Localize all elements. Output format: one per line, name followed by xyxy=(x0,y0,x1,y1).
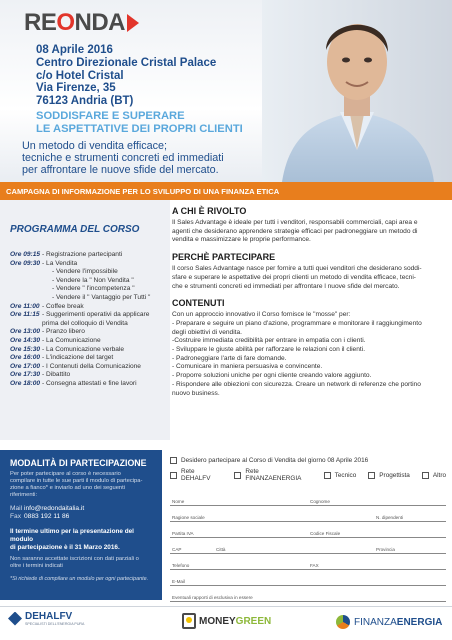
program-row xyxy=(10,354,170,363)
contenuti-title: CONTENUTI xyxy=(172,298,225,309)
dehalfv-subtitle: SPECIALISTI DELL'ENERGIA PURA xyxy=(25,622,85,626)
program-row xyxy=(10,311,170,320)
program-row xyxy=(10,371,170,380)
email-line[interactable] xyxy=(170,573,446,586)
sub-tagline-line3: per affrontare le nuove sfide del mercato. xyxy=(22,164,219,177)
program-time: Ore 18:00 xyxy=(10,379,41,387)
program-desc: - Vendere " l'incompetenza " xyxy=(52,285,135,293)
program-row xyxy=(10,285,170,294)
event-date: 08 Aprile 2016 xyxy=(36,44,113,56)
option-altro[interactable]: Altro xyxy=(422,472,446,479)
program-desc: - La Vendita xyxy=(42,259,78,267)
money-text: MONEY xyxy=(199,615,236,627)
program-panel xyxy=(0,200,170,440)
address-line[interactable] xyxy=(170,541,446,554)
program-time xyxy=(10,285,42,294)
event-venue: Centro Direzionale Cristal Palace xyxy=(36,56,217,69)
telefono-field[interactable]: Telefono xyxy=(172,563,190,568)
registration-form xyxy=(170,454,446,605)
program-row xyxy=(10,337,170,346)
program-row xyxy=(10,294,170,303)
program-desc: - Coffee break xyxy=(42,302,84,310)
phone-line[interactable] xyxy=(170,557,446,570)
moneygreen-mark-icon xyxy=(182,613,196,629)
partita-iva-field[interactable]: Partita IVA xyxy=(172,531,194,536)
program-time xyxy=(10,294,42,303)
ragione-sociale-field[interactable]: Ragione sociale xyxy=(172,515,205,520)
option-dehalfv[interactable]: Rete DEHALFV xyxy=(170,468,222,482)
event-info xyxy=(36,44,216,108)
a-chi-body: Il Sales Advantage è ideale per tutti i venditori, responsabili commerciali, capi area e agenti che desiderano apprendere strategie efficaci per padroneggiare un metodo di vendita e massimizzare le proprie performance. xyxy=(172,219,418,244)
finanza-text: FINANZA xyxy=(354,616,397,628)
program-row xyxy=(10,277,170,286)
logo-text-o: O xyxy=(56,9,75,36)
checkbox[interactable] xyxy=(234,472,241,479)
sub-tagline xyxy=(22,140,262,177)
tax-line[interactable] xyxy=(170,525,446,538)
program-row xyxy=(10,380,170,389)
mail-row xyxy=(10,505,152,513)
event-city: 76123 Andria (BT) xyxy=(36,95,134,108)
program-desc: - Registrazione partecipanti xyxy=(42,251,123,258)
program-desc: - L'indicazione del target xyxy=(42,354,114,362)
event-hotel: c/o Hotel Cristal xyxy=(36,69,124,82)
program-time: Ore 17:00 xyxy=(10,362,41,370)
program-time: Ore 11:15 xyxy=(10,311,40,319)
program-desc: - I Contenuti della Comunicazione xyxy=(42,362,141,370)
a-chi-title: A CHI È RIVOLTO xyxy=(172,206,247,216)
perche-body: Il corso Sales Advantage nasce per fornire a tutti quei venditori che desiderano soddi- sfare e superare le aspettative dei propri clienti un metodo di vendita efficace, tecni- che e strumenti concreti ed immediati per affrontare l nuove sfide del mercato. xyxy=(172,265,422,290)
fax-number: 0883 192 11 86 xyxy=(24,513,70,521)
tagline xyxy=(36,110,243,135)
program-desc: - Dibattito xyxy=(42,371,71,379)
program-title: PROGRAMMA DEL CORSO xyxy=(10,224,140,235)
program-desc: - La Comunicazione xyxy=(42,336,101,344)
logo-text-post: NDA xyxy=(74,9,126,36)
header xyxy=(0,0,452,182)
participation-box xyxy=(0,450,162,600)
option-progettista[interactable]: Progettista xyxy=(368,472,410,479)
main-checkbox-row xyxy=(170,454,446,466)
form-fields xyxy=(170,493,446,602)
exclusive-line[interactable] xyxy=(170,589,446,602)
program-time: Ore 15:30 xyxy=(10,345,41,353)
checkbox[interactable] xyxy=(170,472,177,479)
program-time: Ore 11:00 xyxy=(10,302,40,310)
logo-text-pre: RE xyxy=(24,9,57,36)
checkbox[interactable] xyxy=(368,472,375,479)
checkbox[interactable] xyxy=(422,472,429,479)
participate-checkbox[interactable] xyxy=(170,457,177,464)
program-time: Ore 09:15 xyxy=(10,251,41,258)
per-participant-note: *Si richiede di compilare un modulo per ogni partecipante. xyxy=(10,575,149,582)
program-row xyxy=(10,260,170,269)
course-description xyxy=(172,206,444,405)
program-time: Ore 13:00 xyxy=(10,328,41,336)
dehalfv-text: DEHALFV xyxy=(25,611,73,622)
program-time: Ore 09:30 xyxy=(10,259,41,267)
tagline-line2: LE ASPETTATIVE DEI PROPRI CLIENTI xyxy=(36,122,243,135)
nome-field[interactable]: Nome xyxy=(172,499,185,504)
logo-arrow-icon xyxy=(127,14,139,32)
program-time xyxy=(10,277,42,286)
redonda-logo xyxy=(24,10,139,36)
participate-label: Desidero partecipare al Corso di Vendita del giorno 08 Aprile 2016 xyxy=(181,456,369,464)
businessman-photo xyxy=(262,0,452,182)
dehalfv-mark-icon xyxy=(8,612,22,626)
company-line[interactable] xyxy=(170,509,446,522)
program-desc: - Vendere la " Non Vendita " xyxy=(52,276,134,284)
program-time: Ore 16:00 xyxy=(10,354,41,362)
campaign-banner: CAMPAGNA DI INFORMAZIONE PER LO SVILUPPO DI UNA FINANZA ETICA xyxy=(0,182,452,200)
program-desc: - Consegna attestati e fine lavori xyxy=(42,379,137,387)
cap-field[interactable]: CAP xyxy=(172,547,182,552)
program-row xyxy=(10,251,170,260)
participation-text: Per poter partecipare al corso è necessario compilare in tutte le sue parti il modulo di partecipa- zione a fianco* e inviarlo ad uno dei seguenti riferimenti: xyxy=(10,471,143,498)
program-time xyxy=(10,320,42,329)
program-desc: - Pranzo libero xyxy=(42,328,85,336)
finanzaenergia-logo xyxy=(336,615,442,629)
dipendenti-field[interactable]: N. dipendenti xyxy=(376,515,404,520)
name-surname-line[interactable] xyxy=(170,493,446,506)
provincia-field[interactable]: Provincia xyxy=(376,547,395,552)
contenuti-body: Con un approccio innovativo il Corso fornisce le "mosse" per: - Preparare e seguire un piano d'azione, programmare e monitorare il raggiungimento degli obiettivi di vendita. -Costruire immediata credibilità per entrare in empatia con i clienti. - Sviluppare le giuste abilità per rafforzare le relazioni con il clienti. - Padroneggiare l'arte di fare domande. - Comunicare in maniera persuasiva e convincente. - Proporre soluzioni uniche per ogni cliente creando valore aggiunto. - Rispondere alle obiezioni con sicurezza. Creare un network di referenze che portino nuovo business. xyxy=(172,311,422,397)
option-tecnico[interactable]: Tecnico xyxy=(324,472,357,479)
program-desc: prima del colloquio di Vendita xyxy=(42,319,128,327)
program-row xyxy=(10,328,170,337)
green-text: GREEN xyxy=(235,615,272,627)
program-row xyxy=(10,346,170,355)
mail-label: Mail xyxy=(10,505,23,512)
fax-field[interactable]: FAX xyxy=(310,563,319,568)
footer-logos xyxy=(0,606,452,640)
fax-label: Fax xyxy=(10,513,21,521)
dehalfv-logo xyxy=(8,611,84,626)
program-time: Ore 14:30 xyxy=(10,336,41,344)
option-finanzaenergia[interactable]: Rete FINANZAENERGIA xyxy=(234,468,311,482)
program-desc: - La Comunicazione verbale xyxy=(42,345,125,353)
checkbox[interactable] xyxy=(324,472,331,479)
program-time xyxy=(10,268,42,277)
mail-link[interactable]: info@redondaitalia.it xyxy=(24,505,85,512)
sub-tagline-line1: Un metodo di vendita efficace; xyxy=(22,140,168,152)
program-row xyxy=(10,303,170,312)
deadline-text: Il termine ultimo per la presentazione del modulo di partecipazione è il 31 Marzo 2016. xyxy=(10,527,134,551)
fax-row xyxy=(10,513,152,521)
energia-text: ENERGIA xyxy=(396,616,443,628)
perche-title: PERCHÈ PARTECIPARE xyxy=(172,252,276,263)
email-field[interactable]: E-Mail xyxy=(172,579,186,584)
program-desc: - Vendere il " Vantaggio per Tutti " xyxy=(52,293,151,301)
program-row xyxy=(10,268,170,277)
program-time: Ore 17:30 xyxy=(10,371,41,379)
moneygreen-logo xyxy=(182,613,271,629)
partial-data-note: Non saranno accettate iscrizioni con dati parziali o oltre i termini indicati xyxy=(10,555,139,569)
tagline-line1: SODDISFARE E SUPERARE xyxy=(36,110,185,122)
rapporti-field[interactable]: Eventuali rapporti di esclusiva in essere xyxy=(172,595,253,600)
finanzaenergia-mark-icon xyxy=(336,615,350,629)
program-desc: - Suggerimenti operativi da applicare xyxy=(42,311,150,319)
citta-field[interactable]: Città xyxy=(216,547,226,552)
cognome-field[interactable]: Cognome xyxy=(310,499,330,504)
codice-fiscale-field[interactable]: Codice Fiscale xyxy=(310,531,341,536)
sub-tagline-line2: tecniche e strumenti concreti ed immediati xyxy=(22,152,224,165)
network-options-row xyxy=(170,469,446,481)
program-desc: - Vendere l'impossibile xyxy=(52,268,118,276)
event-street: Via Firenze, 35 xyxy=(36,82,116,95)
program-row xyxy=(10,320,170,329)
participation-title: MODALITÀ DI PARTECIPAZIONE xyxy=(10,458,147,468)
program-row xyxy=(10,363,170,372)
